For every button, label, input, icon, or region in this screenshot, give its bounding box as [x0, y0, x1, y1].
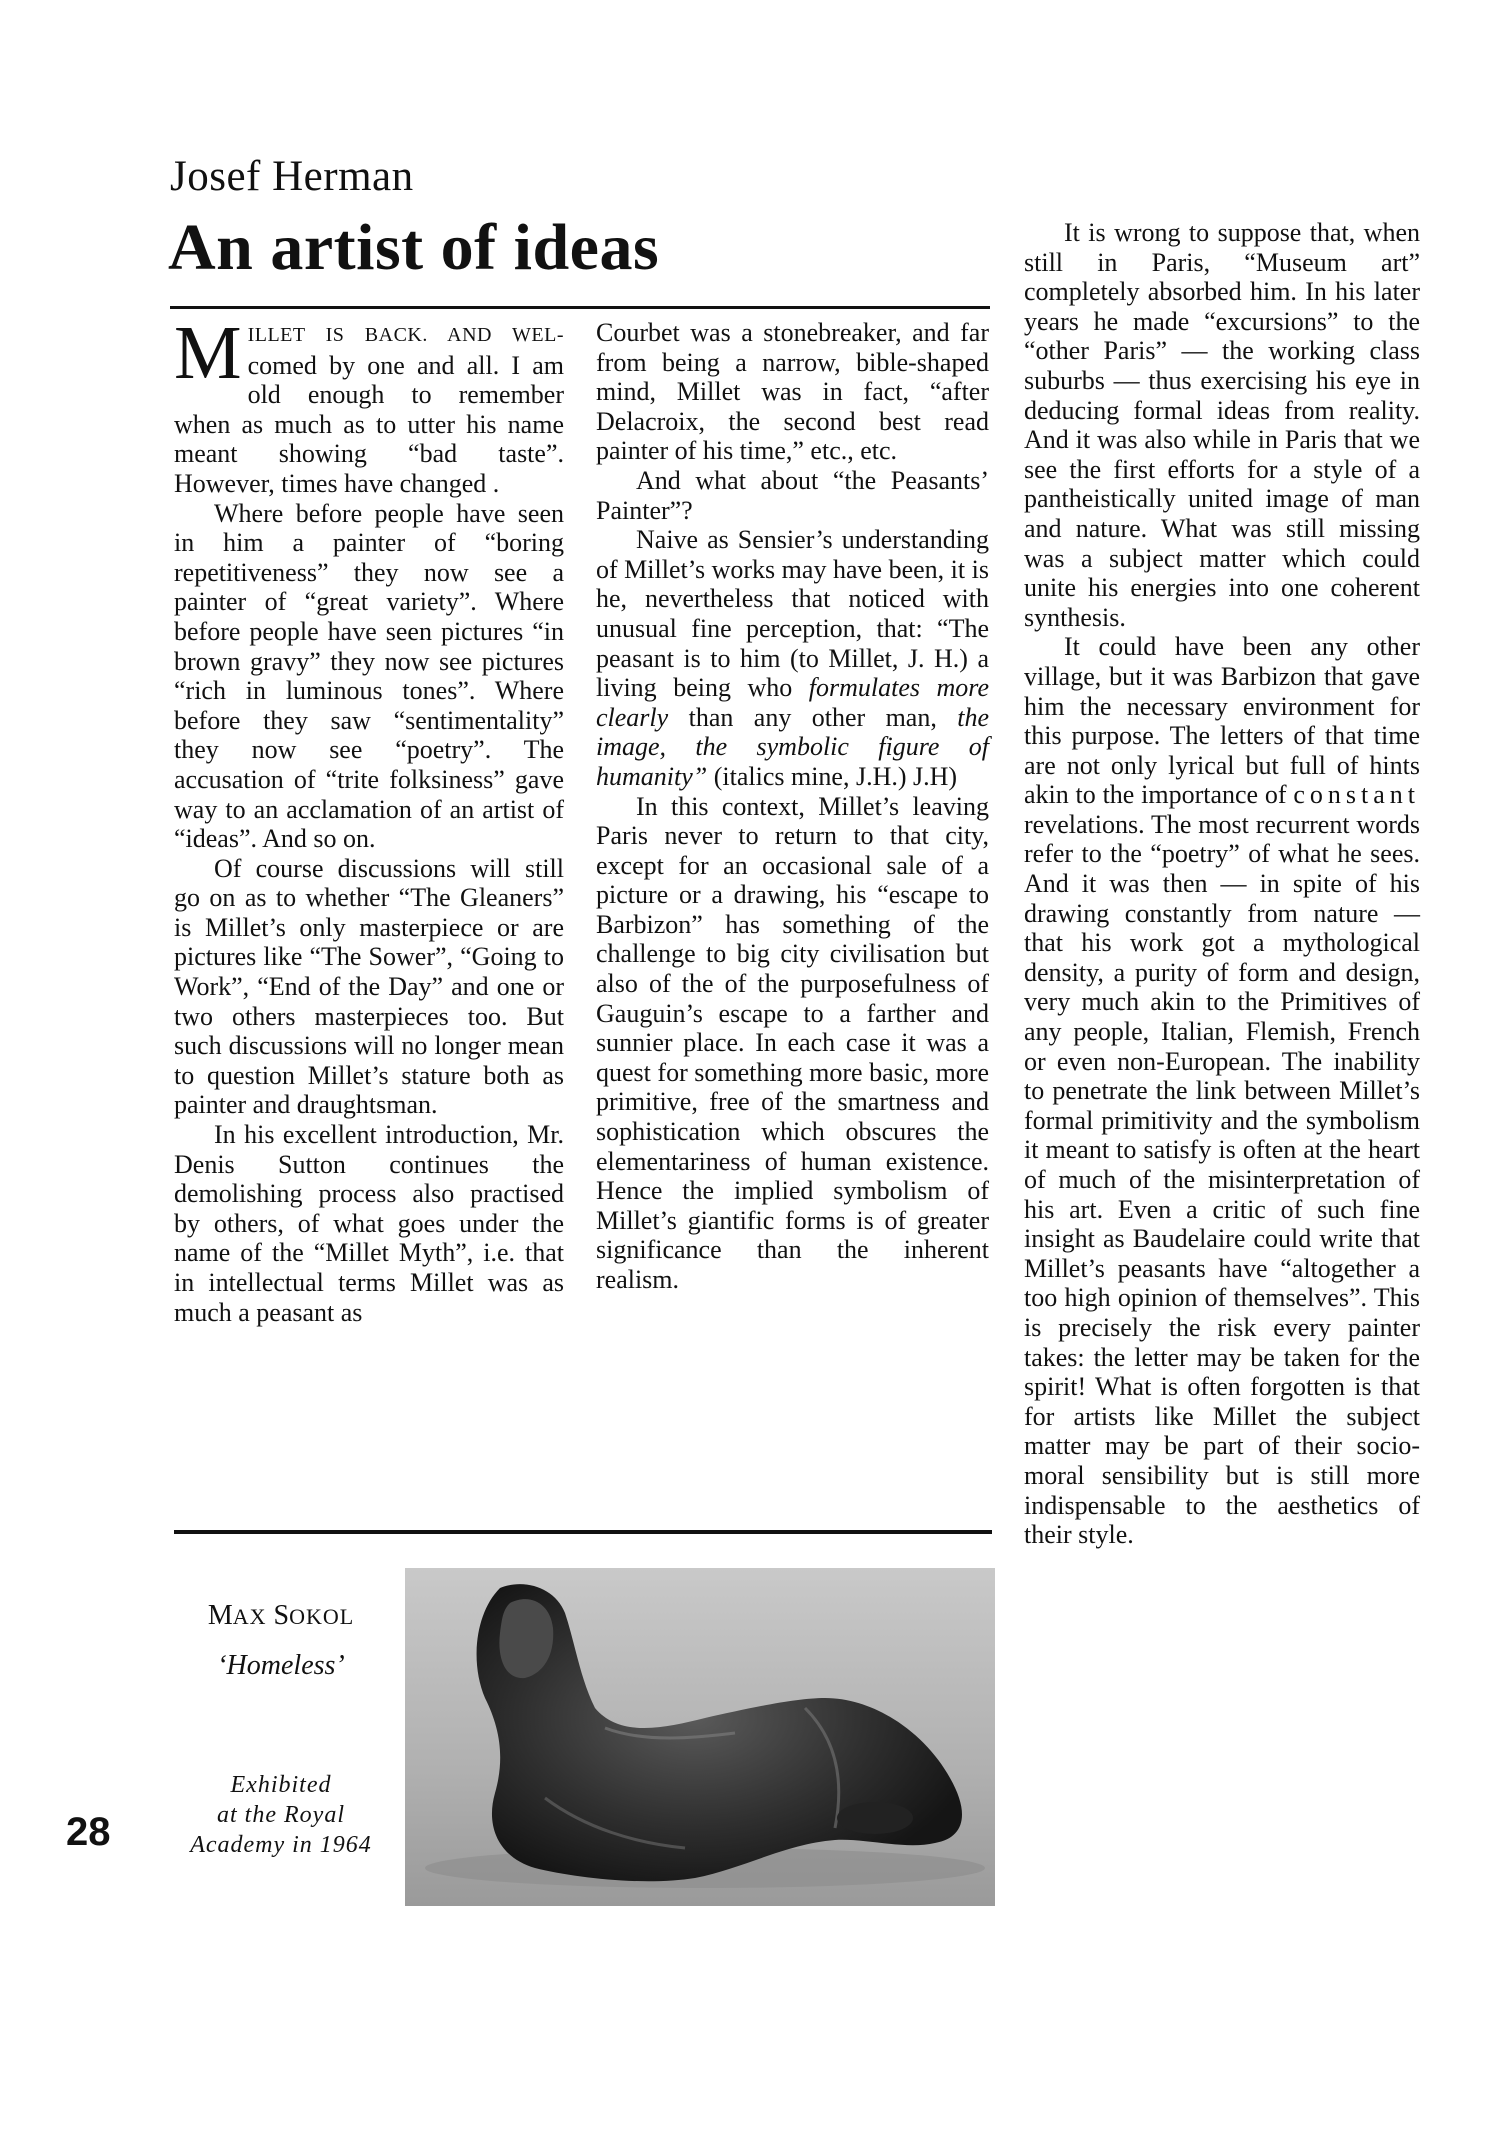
caption-artist-initial-m: M	[207, 1600, 233, 1631]
author-name: Josef Herman	[170, 153, 414, 200]
drop-cap: M	[174, 311, 242, 395]
lead-small-caps: ILLET IS BACK. AND WEL-	[247, 324, 564, 346]
title-rule	[170, 306, 990, 309]
caption-work-title: ‘Homeless’	[217, 1650, 345, 1681]
col2-p3-end: (italics mine, J.H.) J.H)	[713, 761, 958, 791]
col2-p3-mid: than any other man,	[688, 702, 937, 732]
reclining-figure-sculpture	[405, 1568, 995, 1906]
col2-p3-italic-2: the image, the symbolic figure of humanity”	[596, 702, 990, 791]
col3-paragraph-2	[1024, 632, 1420, 1549]
column-2	[596, 318, 989, 1295]
article-title: An artist of ideas	[168, 211, 660, 284]
caption-note-line-1: Exhibited	[230, 1772, 332, 1798]
col1-paragraph-2: Where before people have seen in him a painter of “boring repetitiveness” they now see a painter of “great variety”. Where before people have seen pictures “in brown gravy” they now see pictures “rich in luminous tones”. Where before they saw “sentimentality” they now see “poetry”. The accusation of “trite folksiness” gave way to an acclamation of an artist of “ideas”. And so on.	[174, 498, 564, 854]
col3-p2-spaced-word: constant	[1293, 780, 1420, 810]
col2-p3-start: Naive as Sensier’s understanding of Millet’s works may have been, it is he, nevertheless that noticed with unusual fine perception, that: “The peasant is to him (to Millet, J. H.) a living being who	[596, 525, 989, 703]
col2-paragraph-4: In this context, Millet’s leaving Paris never to return to that city, except for an occasional sale of a picture or a drawing, his “escape to Barbizon” has something of the challenge to big city civilisation but also of the of the purposefulness of Gauguin’s escape to a farther and sunnier place. In each case it was a quest for something more basic, more primitive, free of the smartness and sophistication which obscures the elementariness of human existence. Hence the implied symbolism of Millet’s giantific forms is of greater significance than the inherent realism.	[596, 791, 989, 1294]
caption-artist-initial-s: S	[273, 1600, 290, 1631]
column-1	[174, 311, 564, 1327]
caption-artist-s-rest: OKOL	[289, 1604, 355, 1629]
caption-note-line-2: at the Royal	[217, 1802, 345, 1828]
col3-p2-start: It could have been any other village, but it was Barbizon that gave him the necessary environment for this purpose. The letters of that time are not only lyrical but full of hints akin to the importance of	[1024, 632, 1420, 810]
col2-paragraph-1: Courbet was a stonebreaker, and far from being a narrow, bible-shaped mind, Millet was in fact, “after Delacroix, the second best read painter of his time,” etc., etc.	[596, 318, 989, 466]
col1-paragraph-1	[174, 311, 564, 499]
caption-artist-m-rest: AX	[232, 1604, 267, 1629]
page-number: 28	[66, 1810, 111, 1854]
col1-paragraph-1-text: comed by one and all. I am old enough to remember when as much as to utter his name meant showing “bad taste”. However, times have changed .	[174, 350, 564, 498]
sculpture-photo	[405, 1568, 995, 1906]
col1-paragraph-3: Of course discussions will still go on as to whether “The Gleaners” is Millet’s only masterpiece or are pictures like “The Sower”, “Going to Work”, “End of the Day” and one or two others masterpieces too. But such discussions will no longer mean to question Millet’s stature both as painter and draughtsman.	[174, 853, 564, 1120]
caption-exhibition-note	[168, 1770, 394, 1860]
col3-paragraph-1: It is wrong to suppose that, when still in Paris, “Museum art” completely absorbed him. In his later years he made “excursions” to the “other Paris” — the working class suburbs — thus exercising his eye in deducing formal ideas from reality. And it was also while in Paris that we see the first efforts for a style of a pantheistically united image of man and nature. What was still missing was a subject matter which could unite his energies into one coherent synthesis.	[1024, 218, 1420, 632]
col2-paragraph-2: And what about “the Peasants’ Painter”?	[596, 465, 989, 525]
caption-artist	[168, 1600, 394, 1632]
column-3	[1024, 218, 1420, 1550]
col1-paragraph-4: In his excellent introduction, Mr. Denis Sutton continues the demolishing process also practised by others, of what goes under the name of the “Millet Myth”, i.e. that in intellectual terms Millet was as much a peasant as	[174, 1120, 564, 1327]
image-section-rule	[174, 1530, 992, 1534]
col2-p3-italic-1: formulates more clearly	[596, 673, 989, 732]
col2-paragraph-3	[596, 525, 989, 791]
caption-note-line-3: Academy in 1964	[190, 1832, 372, 1858]
col3-p2-end: revelations. The most recurrent words refer to the “poetry” of what he sees. And it was then — in spite of his drawing constantly from nature — that his work got a mythological density, a purity of form and design, very much akin to the Primitives of any people, Italian, Flemish, French or even non-European. The inability to penetrate the link between Millet’s formal primitivity and the symbolism it meant to satisfy is often at the heart of much of the misinterpretation of his art. Even a critic of such fine insight as Baudelaire could write that Millet’s peasants have “altogether a too high opinion of themselves”. This is precisely the risk every painter takes: the letter may be taken for the spirit! What is often forgotten is that for artists like Millet the subject matter may be part of their socio-moral sensibility but is still more indispensable to the aesthetics of their style.	[1024, 809, 1420, 1550]
